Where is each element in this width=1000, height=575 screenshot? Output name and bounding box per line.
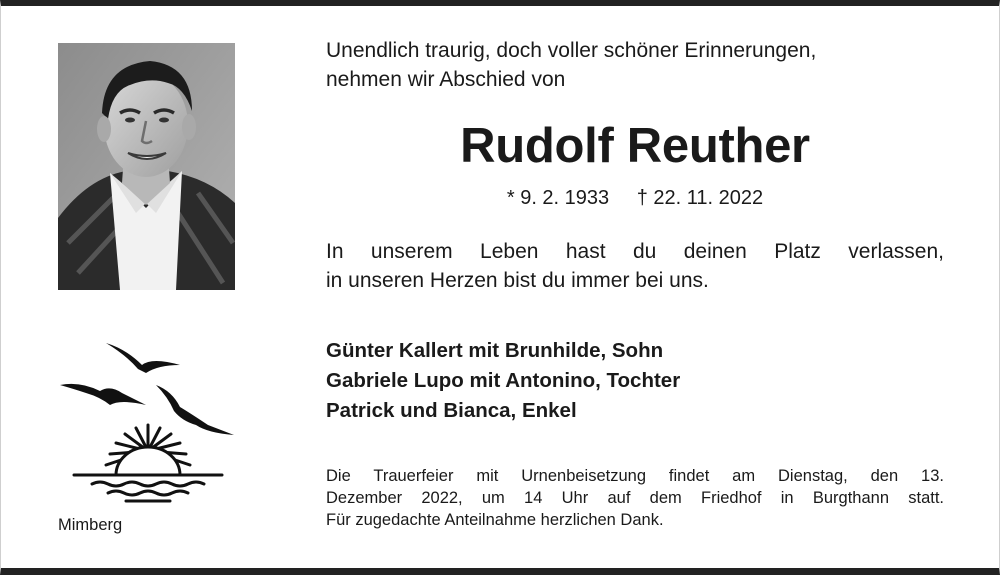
mourner-line: Patrick und Bianca, Enkel bbox=[326, 399, 577, 422]
death-date: † 22. 11. 2022 bbox=[636, 187, 764, 209]
intro-text bbox=[326, 36, 944, 94]
funeral-notice bbox=[326, 465, 944, 531]
portrait-photo bbox=[58, 43, 235, 290]
mourners-list bbox=[326, 336, 944, 426]
verse-line-2: in unseren Herzen bist du immer bei uns. bbox=[326, 269, 709, 292]
memorial-verse bbox=[326, 237, 944, 295]
place-name: Mimberg bbox=[58, 516, 123, 534]
mourner-line: Günter Kallert mit Brunhilde, Sohn bbox=[326, 339, 664, 362]
notice-line-1: Die Trauerfeier mit Urnenbeisetzung findet am Dienstag, den 13. bbox=[326, 467, 944, 485]
notice-line-2: Dezember 2022, um 14 Uhr auf dem Friedhof in Burgthann statt. bbox=[326, 489, 944, 507]
birth-date: * 9. 2. 1933 bbox=[506, 187, 610, 209]
intro-line-2: nehmen wir Abschied von bbox=[326, 68, 566, 91]
deceased-name: Rudolf Reuther bbox=[460, 119, 810, 173]
notice-line-3: Für zugedachte Anteilnahme herzlichen Dank. bbox=[326, 511, 664, 529]
mourner-line: Gabriele Lupo mit Antonino, Tochter bbox=[326, 369, 681, 392]
intro-line-1: Unendlich traurig, doch voller schöner Erinnerungen, bbox=[326, 39, 817, 62]
verse-line-1: In unserem Leben hast du deinen Platz verlassen, bbox=[326, 240, 944, 263]
portrait-image bbox=[58, 43, 235, 290]
birds-sunset-emblem bbox=[56, 335, 240, 510]
life-dates bbox=[326, 184, 944, 212]
birds-sunset-icon bbox=[56, 335, 240, 510]
